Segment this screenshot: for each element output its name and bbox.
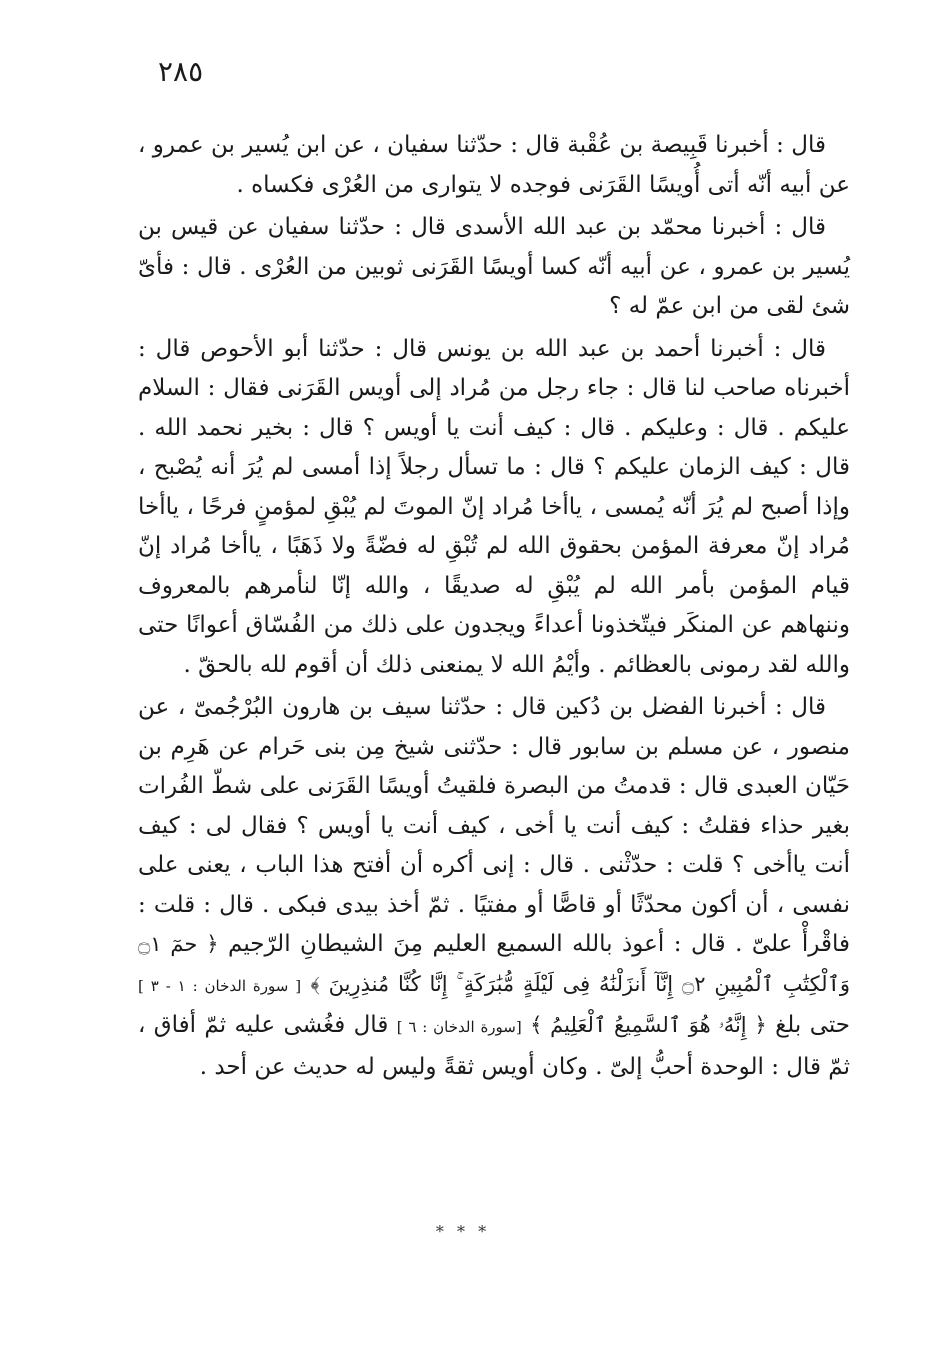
body-text bbox=[138, 126, 850, 1090]
page-number: ٢٨٥ bbox=[158, 55, 204, 88]
paragraph bbox=[138, 688, 850, 1087]
verse-reference: [ سورة الدخان : ١ - ٣ ] bbox=[138, 976, 302, 995]
paragraph-text: قال فغُشى عليه ثمّ أفاق ، ثمّ قال : الوحدة أحبُّ إلىّ . وكان أويس ثقةً وليس له حديث عن أحد . bbox=[138, 1012, 850, 1080]
paragraph: قال : أخبرنا أحمد بن عبد الله بن يونس قال : حدّثنا أبو الأحوص قال : أخبرناه صاحب لنا قال : جاء رجل من مُراد إلى أويس القَرَنى فقال : السلام عليكم . قال : وعليكم . قال : كيف أنت يا أويس ؟ قال : بخير نحمد الله . قال : كيف الزمان عليكم ؟ قال : ما تسأل رجلاً إذا أمسى لم يُرَ أنه يُصْبح ، وإذا أصبح لم يُرَ أنّه يُمسى ، ياأخا مُراد إنّ الموتَ لم يُبْقِ لمؤمنٍ فرحًا ، ياأخا مُراد إنّ معرفة المؤمن بحقوق الله لم تُبْقِ له فضّةً ولا ذَهَبًا ، ياأخا مُراد إنّ قيام المؤمن بأمر الله لم يُبْقِ له صديقًا ، والله إنّا لنأمرهم بالمعروف وننهاهم عن المنكَر فيتّخذونا أعداءً ويجدون على ذلك من الفُسّاق أعوانًا حتى والله لقد رمونى بالعظائم . وأيْمُ الله لا يمنعنى ذلك أن أقوم لله بالحقّ . bbox=[138, 335, 850, 678]
paragraph: قال : أخبرنا قَبِيصة بن عُقْبة قال : حدّثنا سفيان ، عن ابن يُسير بن عمرو ، عن أبيه أنّه أتى أُويسًا القَرَنى فوجده لا يتوارى من العُرْى فكساه . bbox=[138, 132, 850, 198]
quran-verse: ﴿ إِنَّهُۥ هُوَ ٱلسَّمِيعُ ٱلْعَلِيمُ ﴾ bbox=[530, 1013, 767, 1037]
paragraph-text: حتى بلغ bbox=[775, 1012, 851, 1038]
quran-verse: ﴿ حمٓ ۝١ وَٱلْكِتَٰبِ ٱلْمُبِينِ ۝٢ إِنَّآ أَنزَلْنَٰهُ فِى لَيْلَةٍ مُّبَٰرَكَةٍ ۚ إِنَّا كُنَّا مُنذِرِينَ ﴾ bbox=[138, 932, 851, 996]
paragraph-text: قال : أخبرنا الفضل بن دُكين قال : حدّثنا سيف بن هارون البُرْجُمىّ ، عن منصور ، عن مسلم بن سابور قال : حدّثنى شيخ مِن بنى حَرام عن هَرِم بن حَيّان العبدى قال : قدمتُ من البصرة فلقيتُ أويسًا القَرَنى على شطّ الفُرات بغير حذاء فقلتُ : كيف أنت يا أخى ، كيف أنت يا أويس ؟ فقال لى : كيف أنت ياأخى ؟ قلت : حدّثْنى . قال : إنى أكره أن أفتح هذا الباب ، يعنى على نفسى ، أن أكون محدّثًا أو قاصًّا أو مفتيًا . ثمّ أخذ بيدى فبكى . قال : قلت : فاقْرأْ علىّ . قال : أعوذ بالله السميع العليم مِنَ الشيطانِ الرّجيم bbox=[138, 694, 850, 957]
paragraph: قال : أخبرنا محمّد بن عبد الله الأسدى قال : حدّثنا سفيان عن قيس بن يُسير بن عمرو ، عن أبيه أنّه كسا أويسًا القَرَنى ثوبين من العُرْى . قال : فأىّ شئ لقى من ابن عمّ له ؟ bbox=[138, 214, 850, 319]
section-separator: * * * bbox=[435, 1222, 491, 1241]
verse-reference: [سورة الدخان : ٦ ] bbox=[396, 1018, 522, 1036]
